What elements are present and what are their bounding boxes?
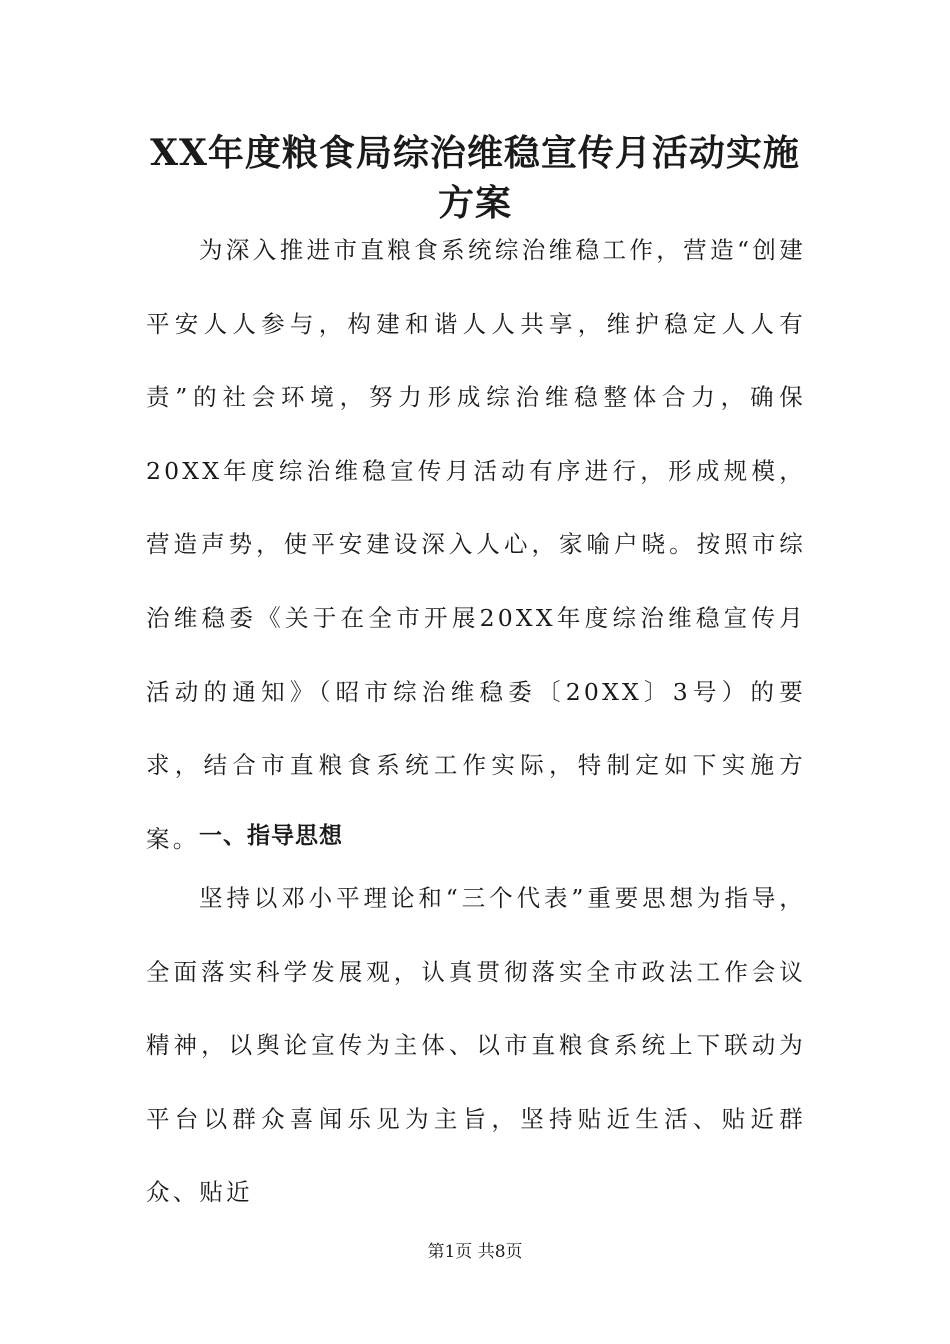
page-number-footer: 第1页 共8页	[427, 1242, 523, 1262]
intro-paragraph: 为深入推进市直粮食系统综治维稳工作，营造“创建平安人人参与，构建和谐人人共享，维护稳定人人有责”的社会环境，努力形成综治维稳整体合力，确保20XX年度综治维稳宣传月活动有序进行，形成规模，营造声势，使平安建设深入人心，家喻户晓。按照市综治维稳委《关于在全市开展20XX年度综治维稳宣传月活动的通知》（昭市综治维稳委〔20XX〕3号）的要求，结合市直粮食系统工作实际，特制定如下实施方案。	[146, 236, 806, 853]
guiding-ideology-paragraph: 坚持以邓小平理论和“三个代表”重要思想为指导，全面落实科学发展观，认真贯彻落实全市政法工作会议精神，以舆论宣传为主体、以市直粮食系统上下联动为平台以群众喜闻乐见为主旨，坚持贴近生活、贴近群众、贴近	[146, 884, 806, 1207]
document-title: XX年度粮食局综治维稳宣传月活动实施方案	[150, 132, 800, 224]
section-heading-guiding-ideology: 一、指导思想	[199, 823, 343, 849]
